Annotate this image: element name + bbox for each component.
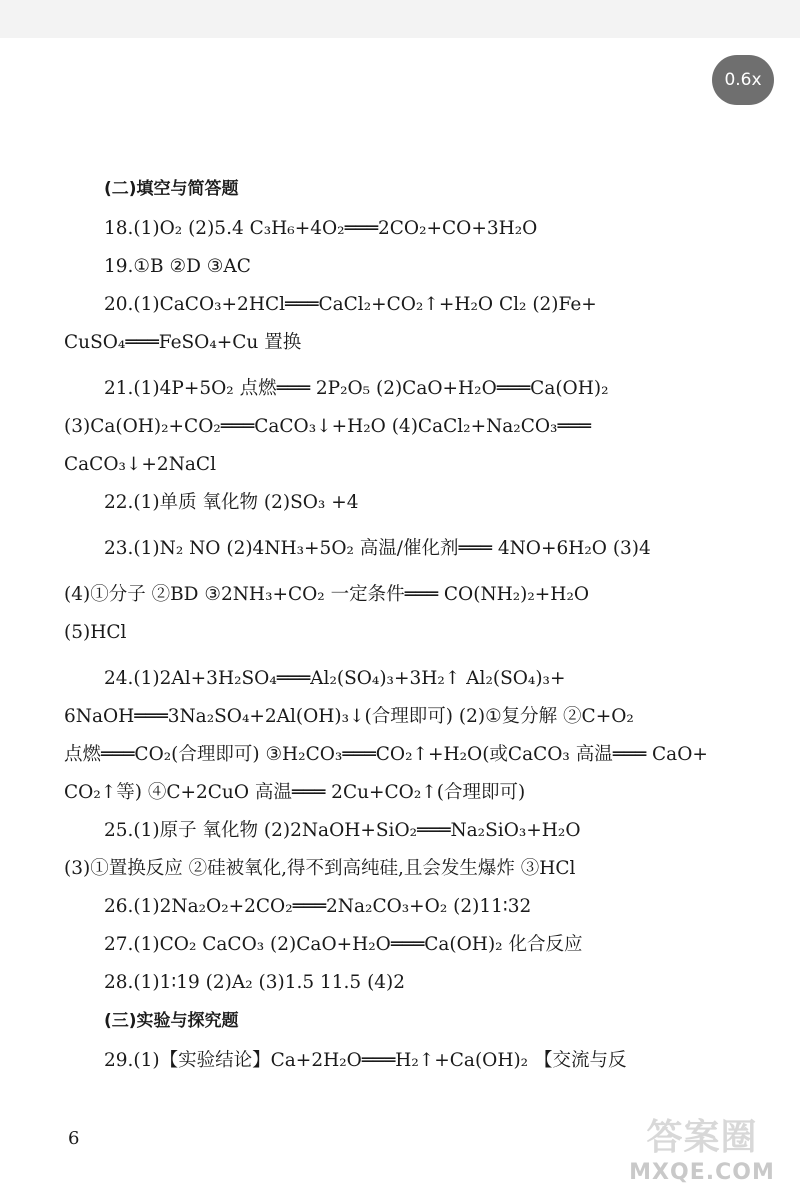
answer-line: 18.(1)O₂ (2)5.4 C₃H₆+4O₂═══2CO₂+CO+3H₂O [104,218,538,239]
watermark-url: MXQE.COM [629,1160,775,1185]
answer-line: (3)①置换反应 ②硅被氧化,得不到高纯硅,且会发生爆炸 ③HCl [64,858,576,879]
answer-line: 29.(1)【实验结论】Ca+2H₂O═══H₂↑+Ca(OH)₂ 【交流与反 [104,1050,627,1071]
answer-line: 19.①B ②D ③AC [104,256,251,277]
page-number: 6 [68,1128,80,1149]
answer-line: (5)HCl [64,622,127,643]
answer-line: CO₂↑等) ④C+2CuO 高温═══ 2Cu+CO₂↑(合理即可) [64,782,526,803]
answer-line: CaCO₃↓+2NaCl [64,454,216,475]
answer-line: 22.(1)单质 氧化物 (2)SO₃ +4 [104,492,359,513]
watermark-logo-text: 答案圈 [646,1117,758,1158]
answer-page-content [64,175,724,1085]
viewer-top-bar [0,0,800,38]
answer-line: 21.(1)4P+5O₂ 点燃═══ 2P₂O₅ (2)CaO+H₂O═══Ca(OH)₂ [104,378,609,399]
answer-line: 6NaOH═══3Na₂SO₄+2Al(OH)₃↓(合理即可) (2)①复分解 ②C+O₂ [64,706,634,727]
answer-line: CuSO₄═══FeSO₄+Cu 置换 [64,332,302,353]
answer-line: 23.(1)N₂ NO (2)4NH₃+5O₂ 高温/催化剂═══ 4NO+6H₂O (3)4 [104,538,651,559]
answer-line: 点燃═══CO₂(合理即可) ③H₂CO₃═══CO₂↑+H₂O(或CaCO₃ 高温═══ CaO+ [64,744,708,765]
section-title-experiment: (三)实验与探究题 [104,1011,239,1031]
answer-line: (4)①分子 ②BD ③2NH₃+CO₂ 一定条件═══ CO(NH₂)₂+H₂O [64,584,590,605]
zoom-level-badge[interactable]: 0.6x [712,55,774,105]
section-title-fill-in: (二)填空与简答题 [104,179,239,199]
answer-line: 24.(1)2Al+3H₂SO₄═══Al₂(SO₄)₃+3H₂↑ Al₂(SO₄)₃+ [104,668,566,689]
answer-line: 27.(1)CO₂ CaCO₃ (2)CaO+H₂O═══Ca(OH)₂ 化合反应 [104,934,583,955]
answer-line: 28.(1)1∶19 (2)A₂ (3)1.5 11.5 (4)2 [104,972,406,993]
answer-line: 26.(1)2Na₂O₂+2CO₂═══2Na₂CO₃+O₂ (2)11∶32 [104,896,532,917]
site-watermark [612,1098,792,1188]
answer-line: (3)Ca(OH)₂+CO₂═══CaCO₃↓+H₂O (4)CaCl₂+Na₂CO₃═══ [64,416,591,437]
answer-line: 20.(1)CaCO₃+2HCl═══CaCl₂+CO₂↑+H₂O Cl₂ (2)Fe+ [104,294,597,315]
answer-line: 25.(1)原子 氧化物 (2)2NaOH+SiO₂═══Na₂SiO₃+H₂O [104,820,581,841]
